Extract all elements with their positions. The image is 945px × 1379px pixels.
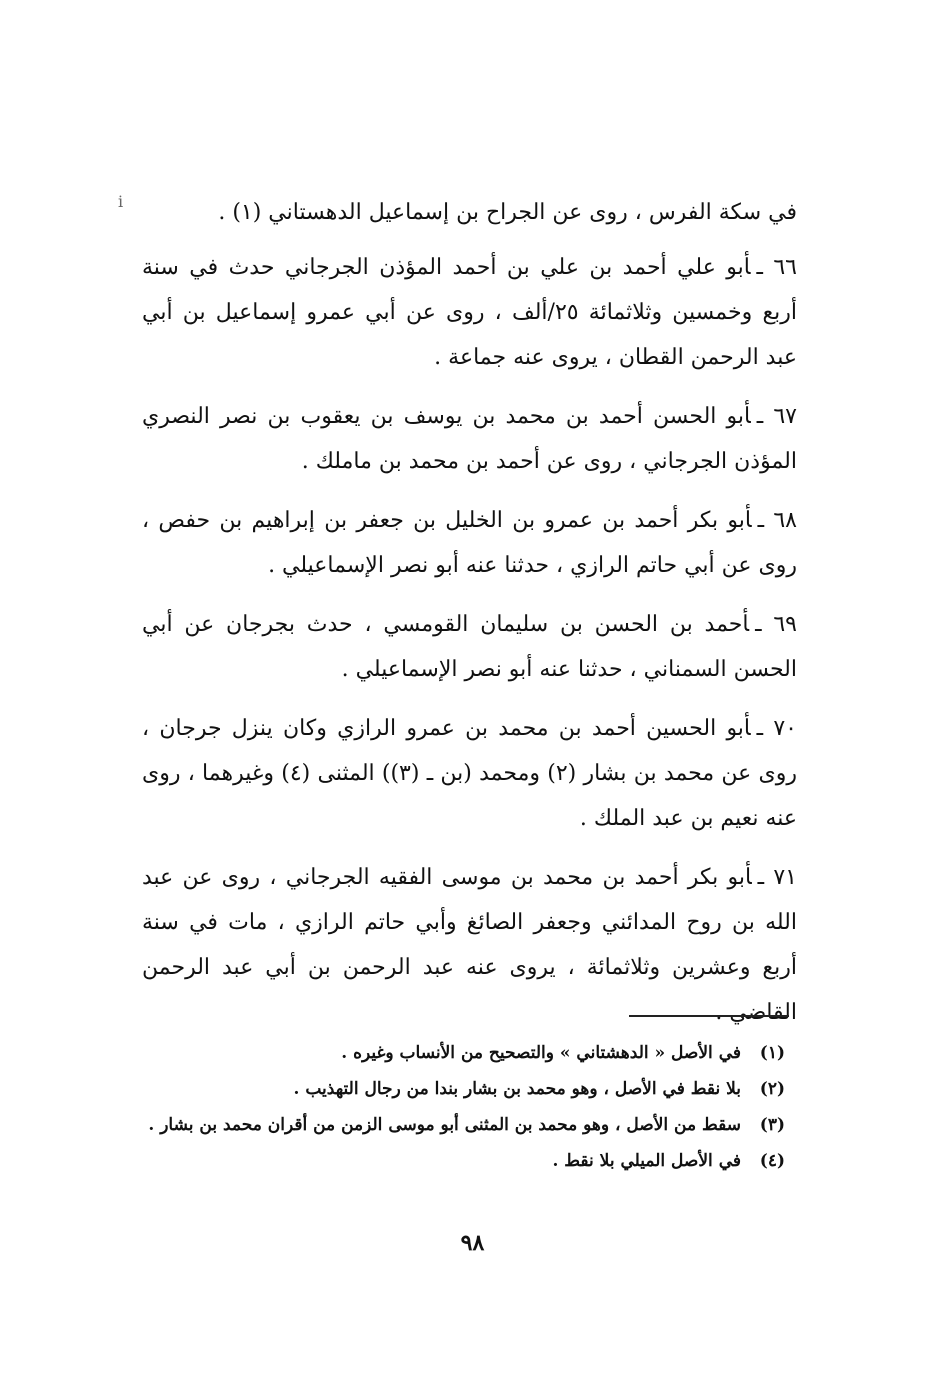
entry-number: ٧١ ـ bbox=[757, 865, 797, 890]
entry-text: أبو الحسين أحمد بن محمد بن عمرو الرازي وكان ينزل جرجان ، روى عن محمد بن بشار (٢) ومحمد (بن ـ (٣)) المثنى (٤) وغيرهما ، روى عنه نعيم بن عبد الملك . bbox=[142, 716, 797, 831]
entry-69 bbox=[142, 602, 797, 692]
entry-text: أبو الحسن أحمد بن محمد بن يوسف بن يعقوب بن نصر النصري المؤذن الجرجاني ، روى عن أحمد بن محمد بن ماملك . bbox=[142, 404, 797, 474]
footnote-divider bbox=[629, 1015, 789, 1017]
entry-text: أبو علي أحمد بن علي بن أحمد المؤذن الجرجاني حدث في سنة أربع وخمسين وثلاثمائة ٢٥/ألف ، روى عن أبي عمرو إسماعيل بن أبي عبد الرحمن القطان ، يروى عنه جماعة . bbox=[142, 255, 798, 370]
entry-text: أحمد بن الحسن بن سليمان القومسي ، حدث بجرجان عن أبي الحسن السمناني ، حدثنا عنه أبو نصر الإسماعيلي . bbox=[142, 612, 797, 682]
entry-number: ٧٠ ـ bbox=[756, 716, 797, 741]
footnote-text: في الأصل الميلي بلا نقط . bbox=[552, 1151, 741, 1171]
entry-70 bbox=[142, 706, 797, 841]
entry-number: ٦٧ ـ bbox=[756, 404, 797, 429]
footnotes bbox=[130, 1035, 785, 1179]
footnote-number: (٤) bbox=[759, 1151, 785, 1171]
intro-line: في سكة الفرس ، روى عن الجراح بن إسماعيل الدهستاني (١) . bbox=[218, 200, 797, 225]
footnote-number: (٣) bbox=[759, 1115, 785, 1135]
entry-text: أبو بكر أحمد بن عمرو بن الخليل بن جعفر بن إبراهيم بن حفص ، روى عن أبي حاتم الرازي ، حدثنا عنه أبو نصر الإسماعيلي . bbox=[142, 508, 797, 578]
footnote-text: بلا نقط في الأصل ، وهو محمد بن بشار بندا من رجال التهذيب . bbox=[293, 1079, 741, 1099]
footnote-1 bbox=[130, 1035, 785, 1071]
entry-67 bbox=[142, 394, 797, 484]
entry-68 bbox=[142, 498, 797, 588]
footnote-3 bbox=[130, 1107, 785, 1143]
footnote-text: سقط من الأصل ، وهو محمد بن المثنى أبو موسى الزمن من أقران محمد بن بشار . bbox=[148, 1115, 741, 1135]
entry-71 bbox=[142, 855, 797, 1035]
entry-66 bbox=[142, 245, 797, 380]
margin-mark: i bbox=[118, 192, 124, 211]
entry-number: ٦٦ ـ bbox=[756, 255, 797, 280]
entry-number: ٦٩ ـ bbox=[755, 612, 797, 637]
footnote-4 bbox=[130, 1143, 785, 1179]
main-text bbox=[142, 190, 797, 1049]
footnote-number: (٢) bbox=[759, 1079, 785, 1099]
footnote-2 bbox=[130, 1071, 785, 1107]
entry-text: أبو بكر أحمد بن محمد بن موسى الفقيه الجرجاني ، روى عن عبد الله بن روح المدائني وجعفر الصائغ وأبي حاتم الرازي ، مات في سنة أربع وعشرين وثلاثمائة ، يروى عنه عبد الرحمن بن أبي عبد الرحمن القاضي . bbox=[142, 865, 797, 1025]
page-number: ٩٨ bbox=[460, 1230, 485, 1256]
footnote-text: في الأصل « الدهشتاني » والتصحيح من الأنساب وغيره . bbox=[341, 1043, 741, 1063]
entry-number: ٦٨ ـ bbox=[757, 508, 797, 533]
footnote-number: (١) bbox=[759, 1043, 785, 1063]
